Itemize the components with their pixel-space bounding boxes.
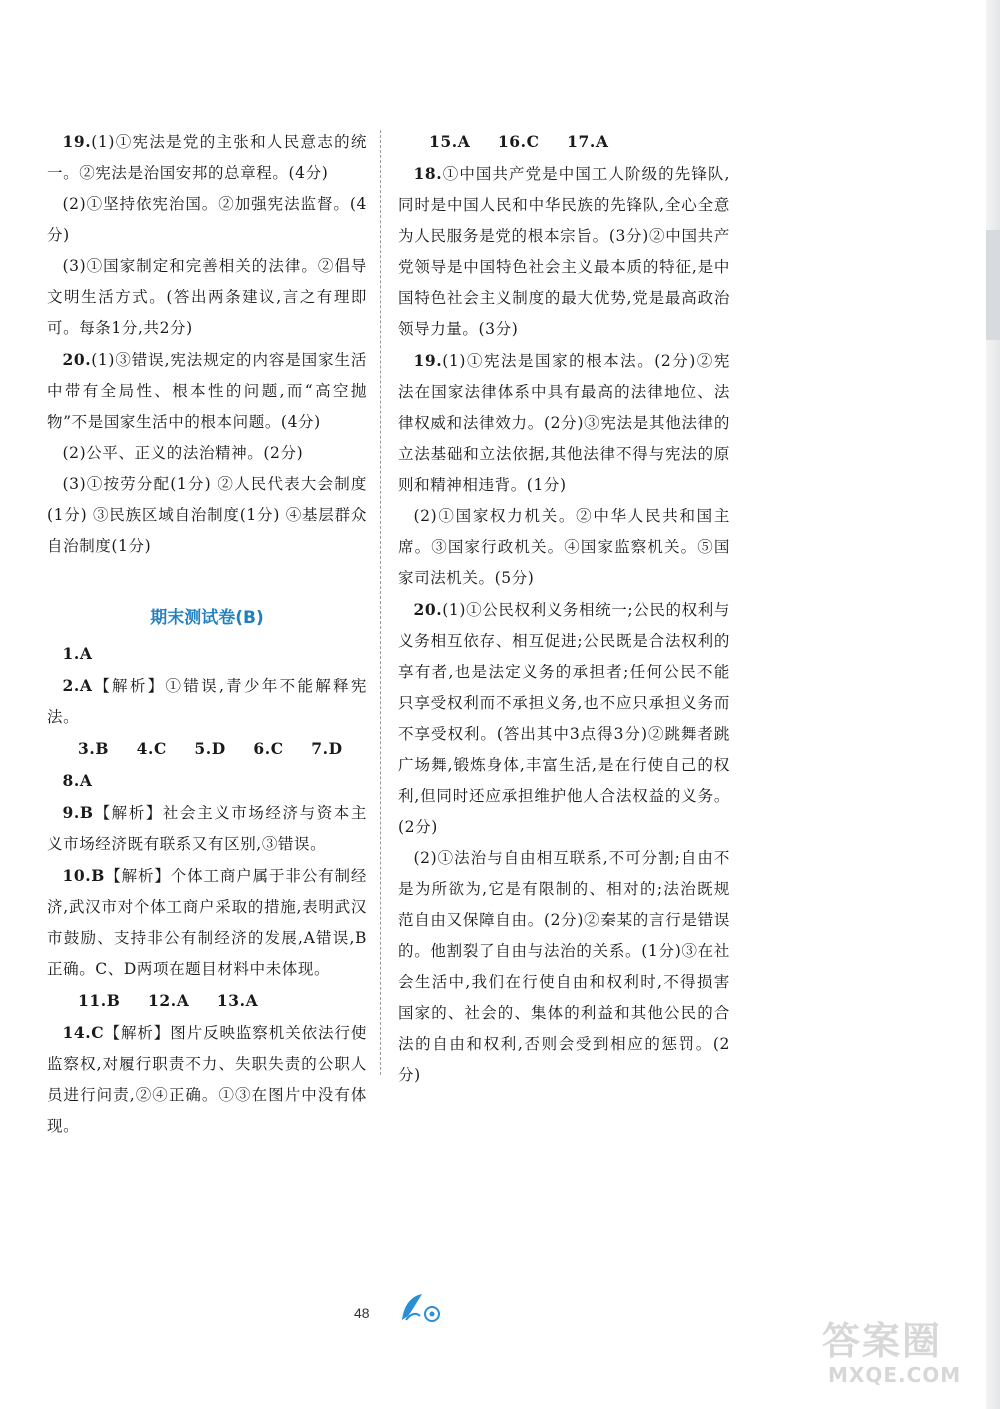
answer-item: 5.D [194, 739, 226, 758]
answer-10 [47, 860, 367, 985]
answer-19 [398, 345, 730, 501]
answer-item: 12.A [147, 991, 190, 1010]
answer-item: 6.C [253, 739, 284, 758]
analysis-text: 【解析】图片反映监察机关依法行使监察权,对履行职责不力、失职失责的公职人员进行问责,②④正确。①③在图片中没有体现。 [47, 1024, 367, 1135]
answer-item: 4.C [136, 739, 167, 758]
answer-item: 8.A [62, 771, 93, 790]
answer-19-3: (3)①国家制定和完善相关的法律。②倡导文明生活方式。(答出两条建议,言之有理即可。每条1分,共2分) [47, 257, 367, 337]
analysis-text: 【解析】社会主义市场经济与资本主义市场经济既有联系又有区别,③错误。 [47, 804, 367, 853]
page-edge [986, 0, 1000, 1409]
section-title: 期末测试卷(B) [150, 608, 264, 628]
answer-20 [47, 344, 367, 438]
answer-item: 17.A [567, 132, 609, 151]
answer-item: 11.B [78, 991, 121, 1010]
question-number: 9.B [62, 803, 94, 822]
answer-19-2: (2)①坚持依宪治国。②加强宪法监督。(4分) [47, 195, 367, 244]
answer-item: 13.A [216, 991, 259, 1010]
answer-20-2: (2)①法治与自由相互联系,不可分割;自由不是为所欲为,它是有限制的、相对的;法治既规范自由又保障自由。(2分)②秦某的言行是错误的。他割裂了自由与法治的关系。(1分)③在社会生活中,我们在行使自由和权利时,不得损害国家的、社会的、集体的利益和其他公民的合法的自由和权利,否则会受到相应的惩罚。(2分) [398, 849, 730, 1084]
watermark [822, 1319, 982, 1397]
answer-text: (1)③错误,宪法规定的内容是国家生活中带有全局性、根本性的问题,而“高空抛物”不是国家生活中的根本问题。(4分) [47, 351, 367, 431]
answer-14 [47, 1017, 367, 1142]
page-number: 48 [354, 1305, 370, 1321]
answer-text: (1)①公民权利义务相统一;公民的权利与义务相互依存、相互促进;公民既是合法权利的享有者,也是法定义务的承担者;任何公民不能只享受权利而不承担义务,也不应只承担义务而不享受权利。(答出其中3点得3分)②跳舞者跳广场舞,锻炼身体,丰富生活,是在行使自己的权利,但同时还应承担维护他人合法权益的义务。(2分) [398, 601, 730, 836]
answer-18 [398, 158, 730, 345]
question-number: 20. [413, 600, 443, 619]
answer-item: 7.D [311, 739, 343, 758]
answers-15-17 [398, 126, 730, 158]
question-number: 1.A [62, 644, 93, 663]
answer-20-2: (2)公平、正义的法治精神。(2分) [62, 444, 304, 462]
question-number: 18. [413, 164, 443, 183]
answer-item: 15.A [429, 132, 471, 151]
answer-20-3: (3)①按劳分配(1分) ②人民代表大会制度(1分) ③民族区域自治制度(1分) ④基层群众自治制度(1分) [47, 475, 367, 555]
answer-20 [398, 594, 730, 843]
question-number: 14.C [62, 1023, 105, 1042]
answer-1 [47, 638, 367, 670]
analysis-text: 【解析】①错误,青少年不能解释宪法。 [47, 677, 367, 726]
answer-9 [47, 797, 367, 860]
question-number: 19. [413, 351, 443, 370]
answers-3-8 [47, 733, 367, 797]
watermark-logo: 答案圈 [822, 1319, 943, 1363]
analysis-text: 【解析】个体工商户属于非公有制经济,武汉市对个体工商户采取的措施,表明武汉市鼓励、支持非公有制经济的发展,A错误,B正确。C、D两项在题目材料中未体现。 [47, 867, 367, 978]
answer-text: (1)①宪法是国家的根本法。(2分)②宪法在国家法律体系中具有最高的法律地位、法律权威和法律效力。(2分)③宪法是其他法律的立法基础和立法依据,其他法律不得与宪法的原则和精神相违背。(1分) [398, 352, 730, 494]
leaf-swirl-icon [398, 1290, 446, 1324]
answer-text: (1)①宪法是党的主张和人民意志的统一。②宪法是治国安邦的总章程。(4分) [47, 133, 367, 182]
watermark-url: MXQE.COM [828, 1363, 962, 1387]
column-divider [380, 130, 381, 1075]
question-number: 20. [62, 350, 92, 369]
answer-text: ①中国共产党是中国工人阶级的先锋队,同时是中国人民和中华民族的先锋队,全心全意为人民服务是党的根本宗旨。(3分)②中国共产党领导是中国特色社会主义最本质的特征,是中国特色社会主义制度的最大优势,党是最高政治领导力量。(3分) [398, 165, 730, 338]
question-number: 10.B [62, 866, 105, 885]
answer-19 [47, 126, 367, 189]
question-number: 2.A [62, 676, 93, 695]
page-edge-tab [986, 230, 1000, 340]
answer-19-2: (2)①国家权力机关。②中华人民共和国主席。③国家行政机关。④国家监察机关。⑤国家司法机关。(5分) [398, 507, 730, 587]
question-number: 19. [62, 132, 92, 151]
left-column [47, 126, 367, 1142]
answer-item: 3.B [78, 739, 110, 758]
answer-2 [47, 670, 367, 733]
right-column [398, 126, 730, 1091]
answer-item: 16.C [497, 132, 540, 151]
answers-11-13 [47, 985, 367, 1017]
